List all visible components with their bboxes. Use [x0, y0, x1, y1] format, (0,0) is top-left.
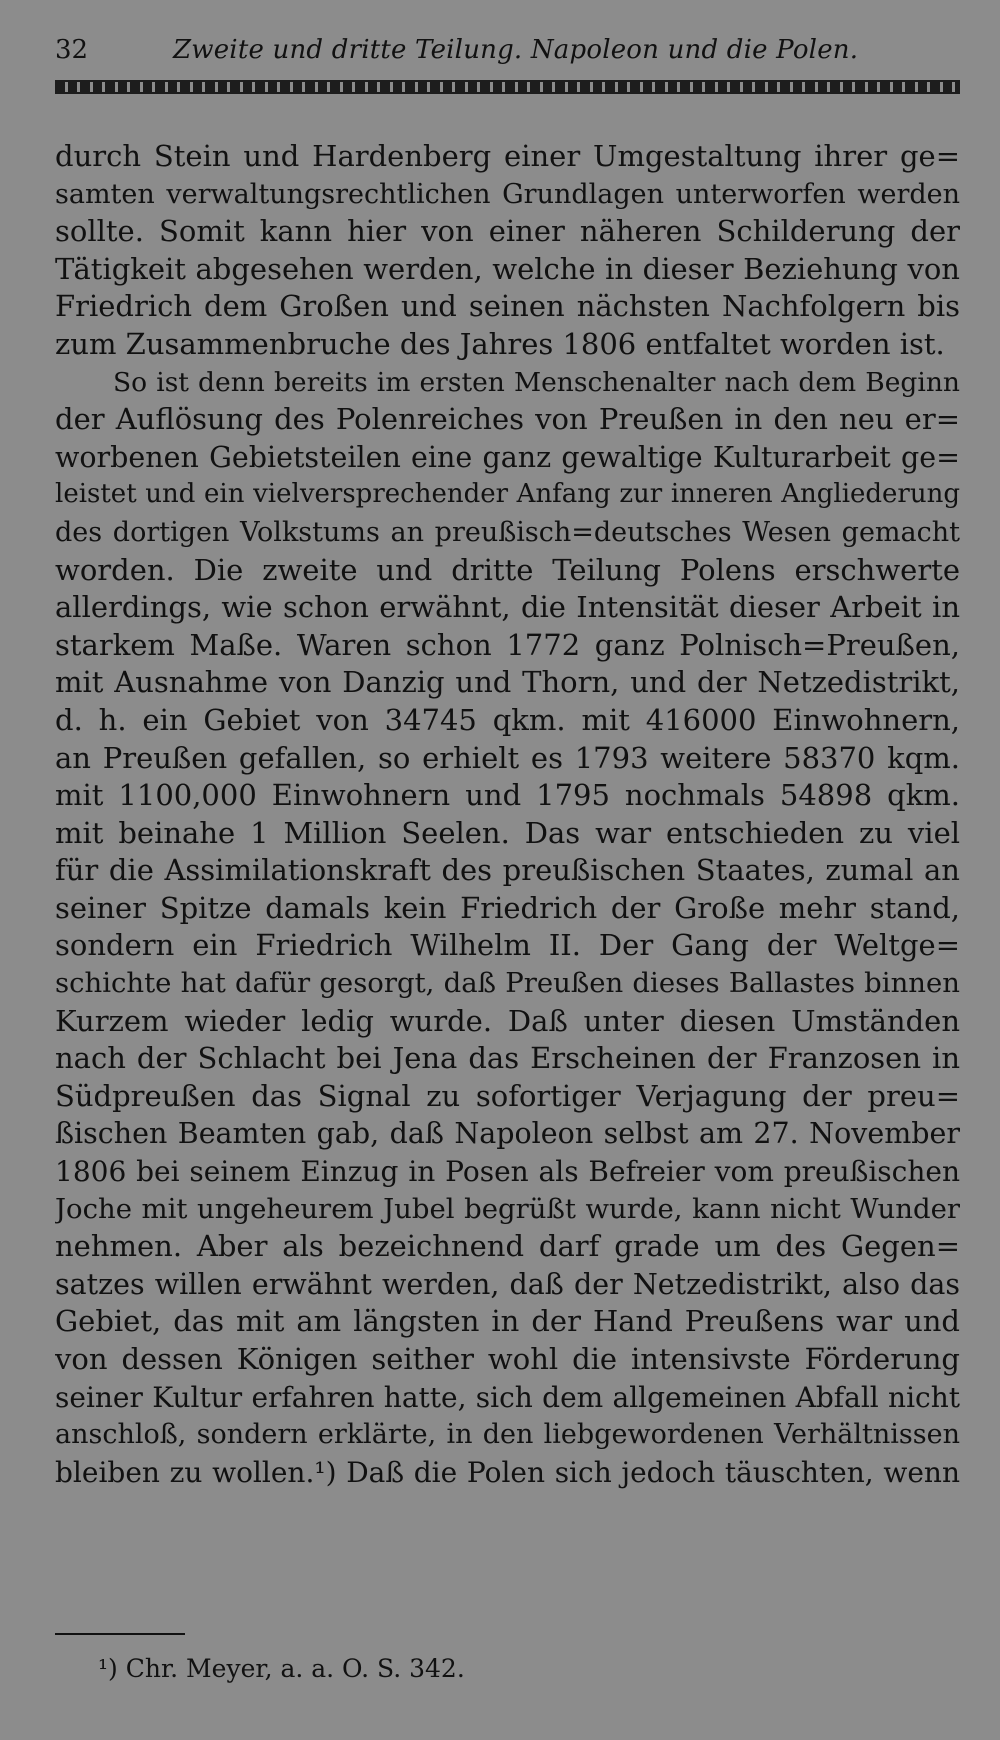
text-line: Joche mit ungeheurem Jubel begrüßt wurde, kann nicht Wunder	[55, 1192, 960, 1225]
text-line: des dortigen Volkstums an preußisch=deutsches Wesen gemacht	[55, 516, 960, 548]
running-title: Zweite und dritte Teilung. Napoleon und die Polen.	[173, 35, 859, 65]
text-line: starkem Maße. Waren schon 1772 ganz Polnisch=Preußen,	[55, 627, 960, 662]
page-header	[55, 30, 960, 70]
text-line: Friedrich dem Großen und seinen nächsten Nachfolgern bis	[55, 289, 960, 324]
text-line: Kurzem wieder ledig wurde. Daß unter diesen Umständen	[55, 1003, 960, 1038]
text-line: der Auflösung des Polenreiches von Preußen in den neu er=	[55, 402, 960, 437]
text-line: satzes willen erwähnt werden, daß der Netzedistrikt, also das	[55, 1267, 960, 1301]
text-line: sondern ein Friedrich Wilhelm II. Der Gang der Weltge=	[55, 928, 960, 963]
text-line: So ist denn bereits im ersten Menschenalter nach dem Beginn	[113, 366, 960, 398]
text-line: anschloß, sondern erklärte, in den liebgewordenen Verhältnissen	[55, 1419, 960, 1451]
text-line: leistet und ein vielversprechender Anfang zur inneren Angliederung	[55, 479, 960, 510]
text-line: samten verwaltungsrechtlichen Grundlagen unterworfen werden	[55, 178, 960, 210]
text-line: Gebiet, das mit am längsten in der Hand Preußens war und	[55, 1304, 960, 1339]
text-line: an Preußen gefallen, so erhielt es 1793 weitere 58370 kqm.	[55, 740, 960, 775]
text-line: Südpreußen das Signal zu sofortiger Verjagung der preu=	[55, 1078, 960, 1113]
text-line: seiner Kultur erfahren hatte, sich dem allgemeinen Abfall nicht	[55, 1380, 960, 1414]
text-line: nehmen. Aber als bezeichnend darf grade um des Gegen=	[55, 1229, 960, 1264]
text-line: Tätigkeit abgesehen werden, welche in dieser Beziehung von	[55, 251, 960, 286]
text-line: allerdings, wie schon erwähnt, die Intensität dieser Arbeit in	[55, 590, 960, 625]
text-line: mit beinahe 1 Million Seelen. Das war entschieden zu viel	[55, 815, 960, 850]
text-line: bleiben zu wollen.¹) Daß die Polen sich jedoch täuschten, wenn	[55, 1455, 960, 1489]
text-line: sollte. Somit kann hier von einer näheren Schilderung der	[55, 214, 960, 249]
text-line: mit 1100,000 Einwohnern und 1795 nochmals 54898 qkm.	[55, 778, 960, 813]
text-line: worbenen Gebietsteilen eine ganz gewaltige Kulturarbeit ge=	[55, 440, 960, 474]
text-line: ßischen Beamten gab, daß Napoleon selbst am 27. November	[55, 1117, 960, 1151]
text-line: zum Zusammenbruche des Jahres 1806 entfaltet worden ist.	[55, 326, 945, 361]
text-line: schichte hat dafür gesorgt, daß Preußen dieses Ballastes binnen	[55, 967, 960, 1000]
text-line: 1806 bei seinem Einzug in Posen als Befreier vom preußischen	[55, 1155, 960, 1189]
text-line: für die Assimilationskraft des preußischen Staates, zumal an	[55, 853, 960, 888]
text-line: mit Ausnahme von Danzig und Thorn, und der Netzedistrikt,	[55, 665, 960, 700]
text-line: durch Stein und Hardenberg einer Umgestaltung ihrer ge=	[55, 139, 960, 173]
text-line: d. h. ein Gebiet von 34745 qkm. mit 416000 Einwohnern,	[55, 702, 960, 737]
text-line: nach der Schlacht bei Jena das Erscheinen der Franzosen in	[55, 1041, 960, 1076]
text-line: worden. Die zweite und dritte Teilung Polens erschwerte	[55, 552, 960, 587]
body-text	[55, 138, 960, 1491]
text-line: seiner Spitze damals kein Friedrich der Große mehr stand,	[55, 890, 960, 925]
page-number: 32	[55, 35, 89, 65]
text-line: von dessen Königen seither wohl die intensivste Förderung	[55, 1342, 960, 1376]
footnote: ¹) Chr. Meyer, a. a. O. S. 342.	[98, 1654, 465, 1683]
footnote-rule	[55, 1633, 185, 1635]
ornamental-rule	[55, 80, 960, 94]
